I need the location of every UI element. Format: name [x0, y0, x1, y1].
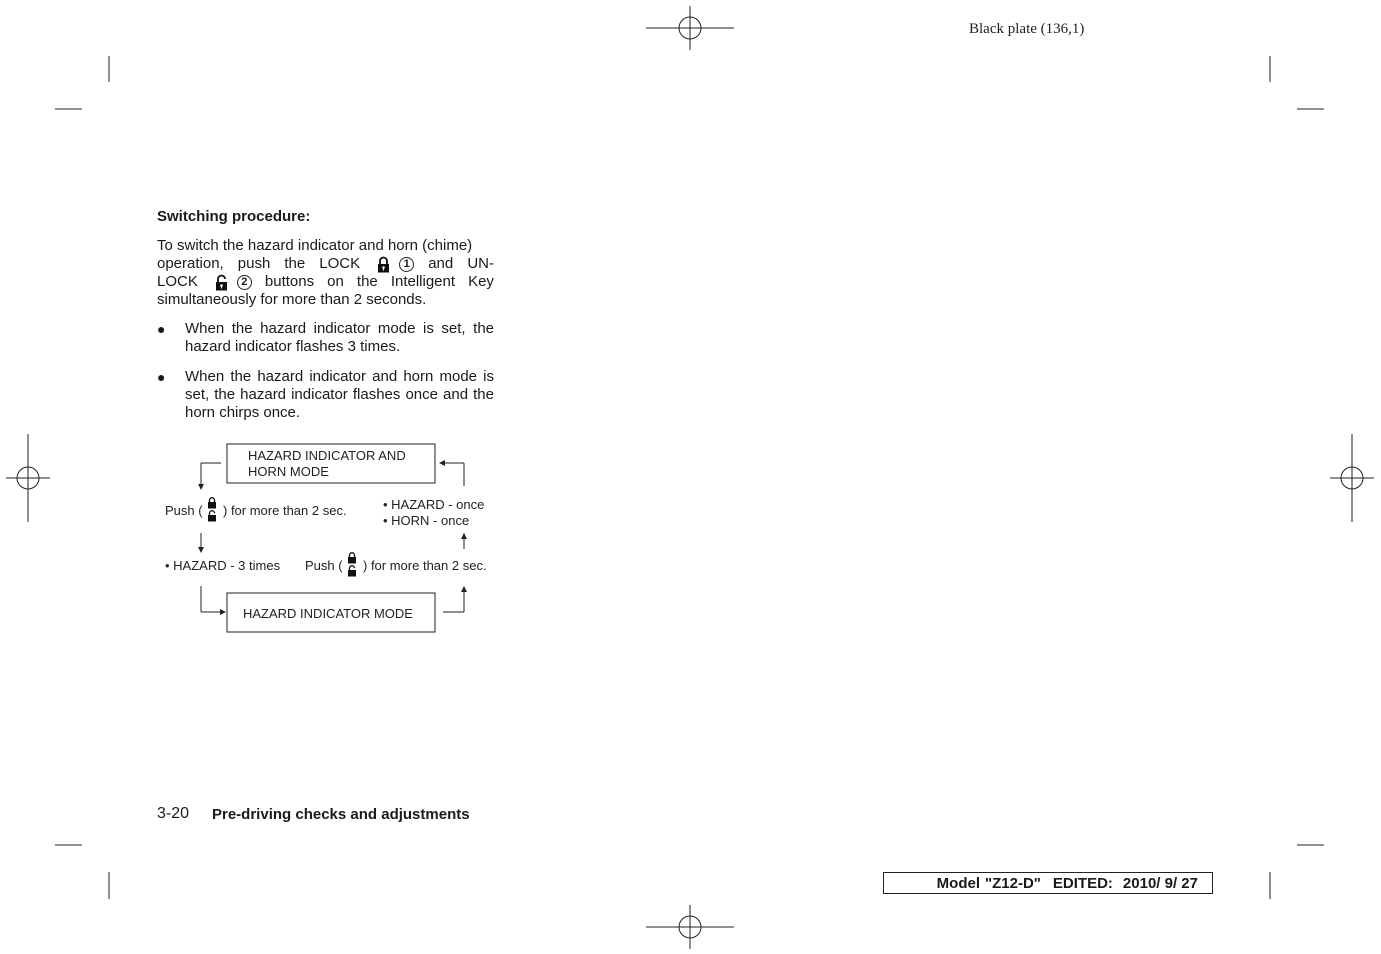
hazard-once-label: • HAZARD - once: [383, 497, 485, 512]
arrow-head: [461, 533, 467, 539]
lock-icon: [376, 256, 391, 273]
unlock-icon: [214, 274, 229, 291]
right-flow-arrow: [442, 463, 464, 612]
bullet-mark: ●: [157, 369, 166, 385]
callout-number-1: 1: [399, 257, 414, 272]
bullet-mark: ●: [157, 321, 166, 337]
intro-word: on: [327, 273, 344, 290]
registration-mark-icon: [1330, 434, 1374, 522]
intro-line-3: [157, 273, 494, 291]
registration-mark-icon: [646, 6, 734, 50]
unlock-reference: [157, 273, 252, 291]
intro-text: To switch the hazard indicator and horn (chime): [157, 237, 473, 254]
page-number: 3-20: [157, 805, 190, 822]
registration-mark-icon: [6, 434, 50, 522]
model-label: Model: [936, 874, 981, 892]
intro-word: push: [237, 255, 271, 272]
registration-mark-icon: [646, 905, 734, 949]
intro-word: Key: [468, 273, 494, 290]
intro-word: the: [284, 255, 306, 272]
arrow-head: [198, 484, 204, 490]
bullet-list: [157, 320, 494, 434]
intro-word: and: [428, 255, 454, 272]
push-right-suffix: ) for more than 2 sec.: [363, 558, 487, 573]
list-item: [157, 320, 494, 356]
left-flow-arrow: [201, 463, 222, 612]
lock-reference: [319, 255, 414, 273]
arrow-head: [461, 586, 467, 592]
bullet-text: When the hazard indicator and horn mode is set, the hazard indicator flashes once and the horn chirps once.: [185, 368, 494, 421]
intro-word: operation,: [157, 255, 224, 272]
arrow-head: [439, 460, 445, 466]
hazard-3-times-label: • HAZARD - 3 times: [165, 558, 281, 573]
section-heading: Switching procedure:: [157, 208, 311, 225]
push-right-prefix: Push (: [305, 558, 343, 573]
hazard-mode-label: HAZARD INDICATOR MODE: [243, 606, 413, 621]
intro-word: buttons: [264, 273, 315, 290]
intro-word: UN-: [467, 255, 494, 272]
intro-word: Intelligent: [390, 273, 456, 290]
push-left-suffix: ) for more than 2 sec.: [223, 503, 347, 518]
callout-number-2: 2: [237, 275, 252, 290]
intro-line-1: [157, 237, 494, 255]
model-edit-stamp: [883, 872, 1213, 894]
horn-once-label: • HORN - once: [383, 513, 470, 528]
plate-label: Black plate (136,1): [969, 21, 1085, 37]
horn-mode-label-2: HORN MODE: [248, 464, 329, 479]
intro-paragraph: [157, 237, 494, 309]
arrow-head: [220, 609, 226, 615]
intro-word: LOCK: [319, 255, 361, 272]
chapter-title: Pre-driving checks and adjustments: [212, 806, 470, 823]
intro-text: simultaneously for more than 2 seconds.: [157, 291, 427, 308]
mode-switch-diagram: [150, 436, 500, 641]
intro-word: the: [356, 273, 378, 290]
model-code: "Z12-D": [985, 874, 1041, 892]
bullet-text: When the hazard indicator mode is set, the hazard indicator flashes 3 times.: [185, 320, 494, 355]
arrow-head: [198, 547, 204, 553]
intro-word: LOCK: [157, 273, 198, 290]
push-left-prefix: Push (: [165, 503, 203, 518]
list-item: [157, 368, 494, 422]
intro-line-2: [157, 255, 494, 273]
edited-label: EDITED:: [1052, 874, 1113, 892]
horn-mode-label-1: HAZARD INDICATOR AND: [248, 448, 406, 463]
lock-unlock-icon: [348, 553, 356, 577]
lock-unlock-icon: [208, 498, 216, 522]
intro-line-4: [157, 291, 494, 309]
edited-date: 2010/ 9/ 27: [1122, 874, 1198, 892]
